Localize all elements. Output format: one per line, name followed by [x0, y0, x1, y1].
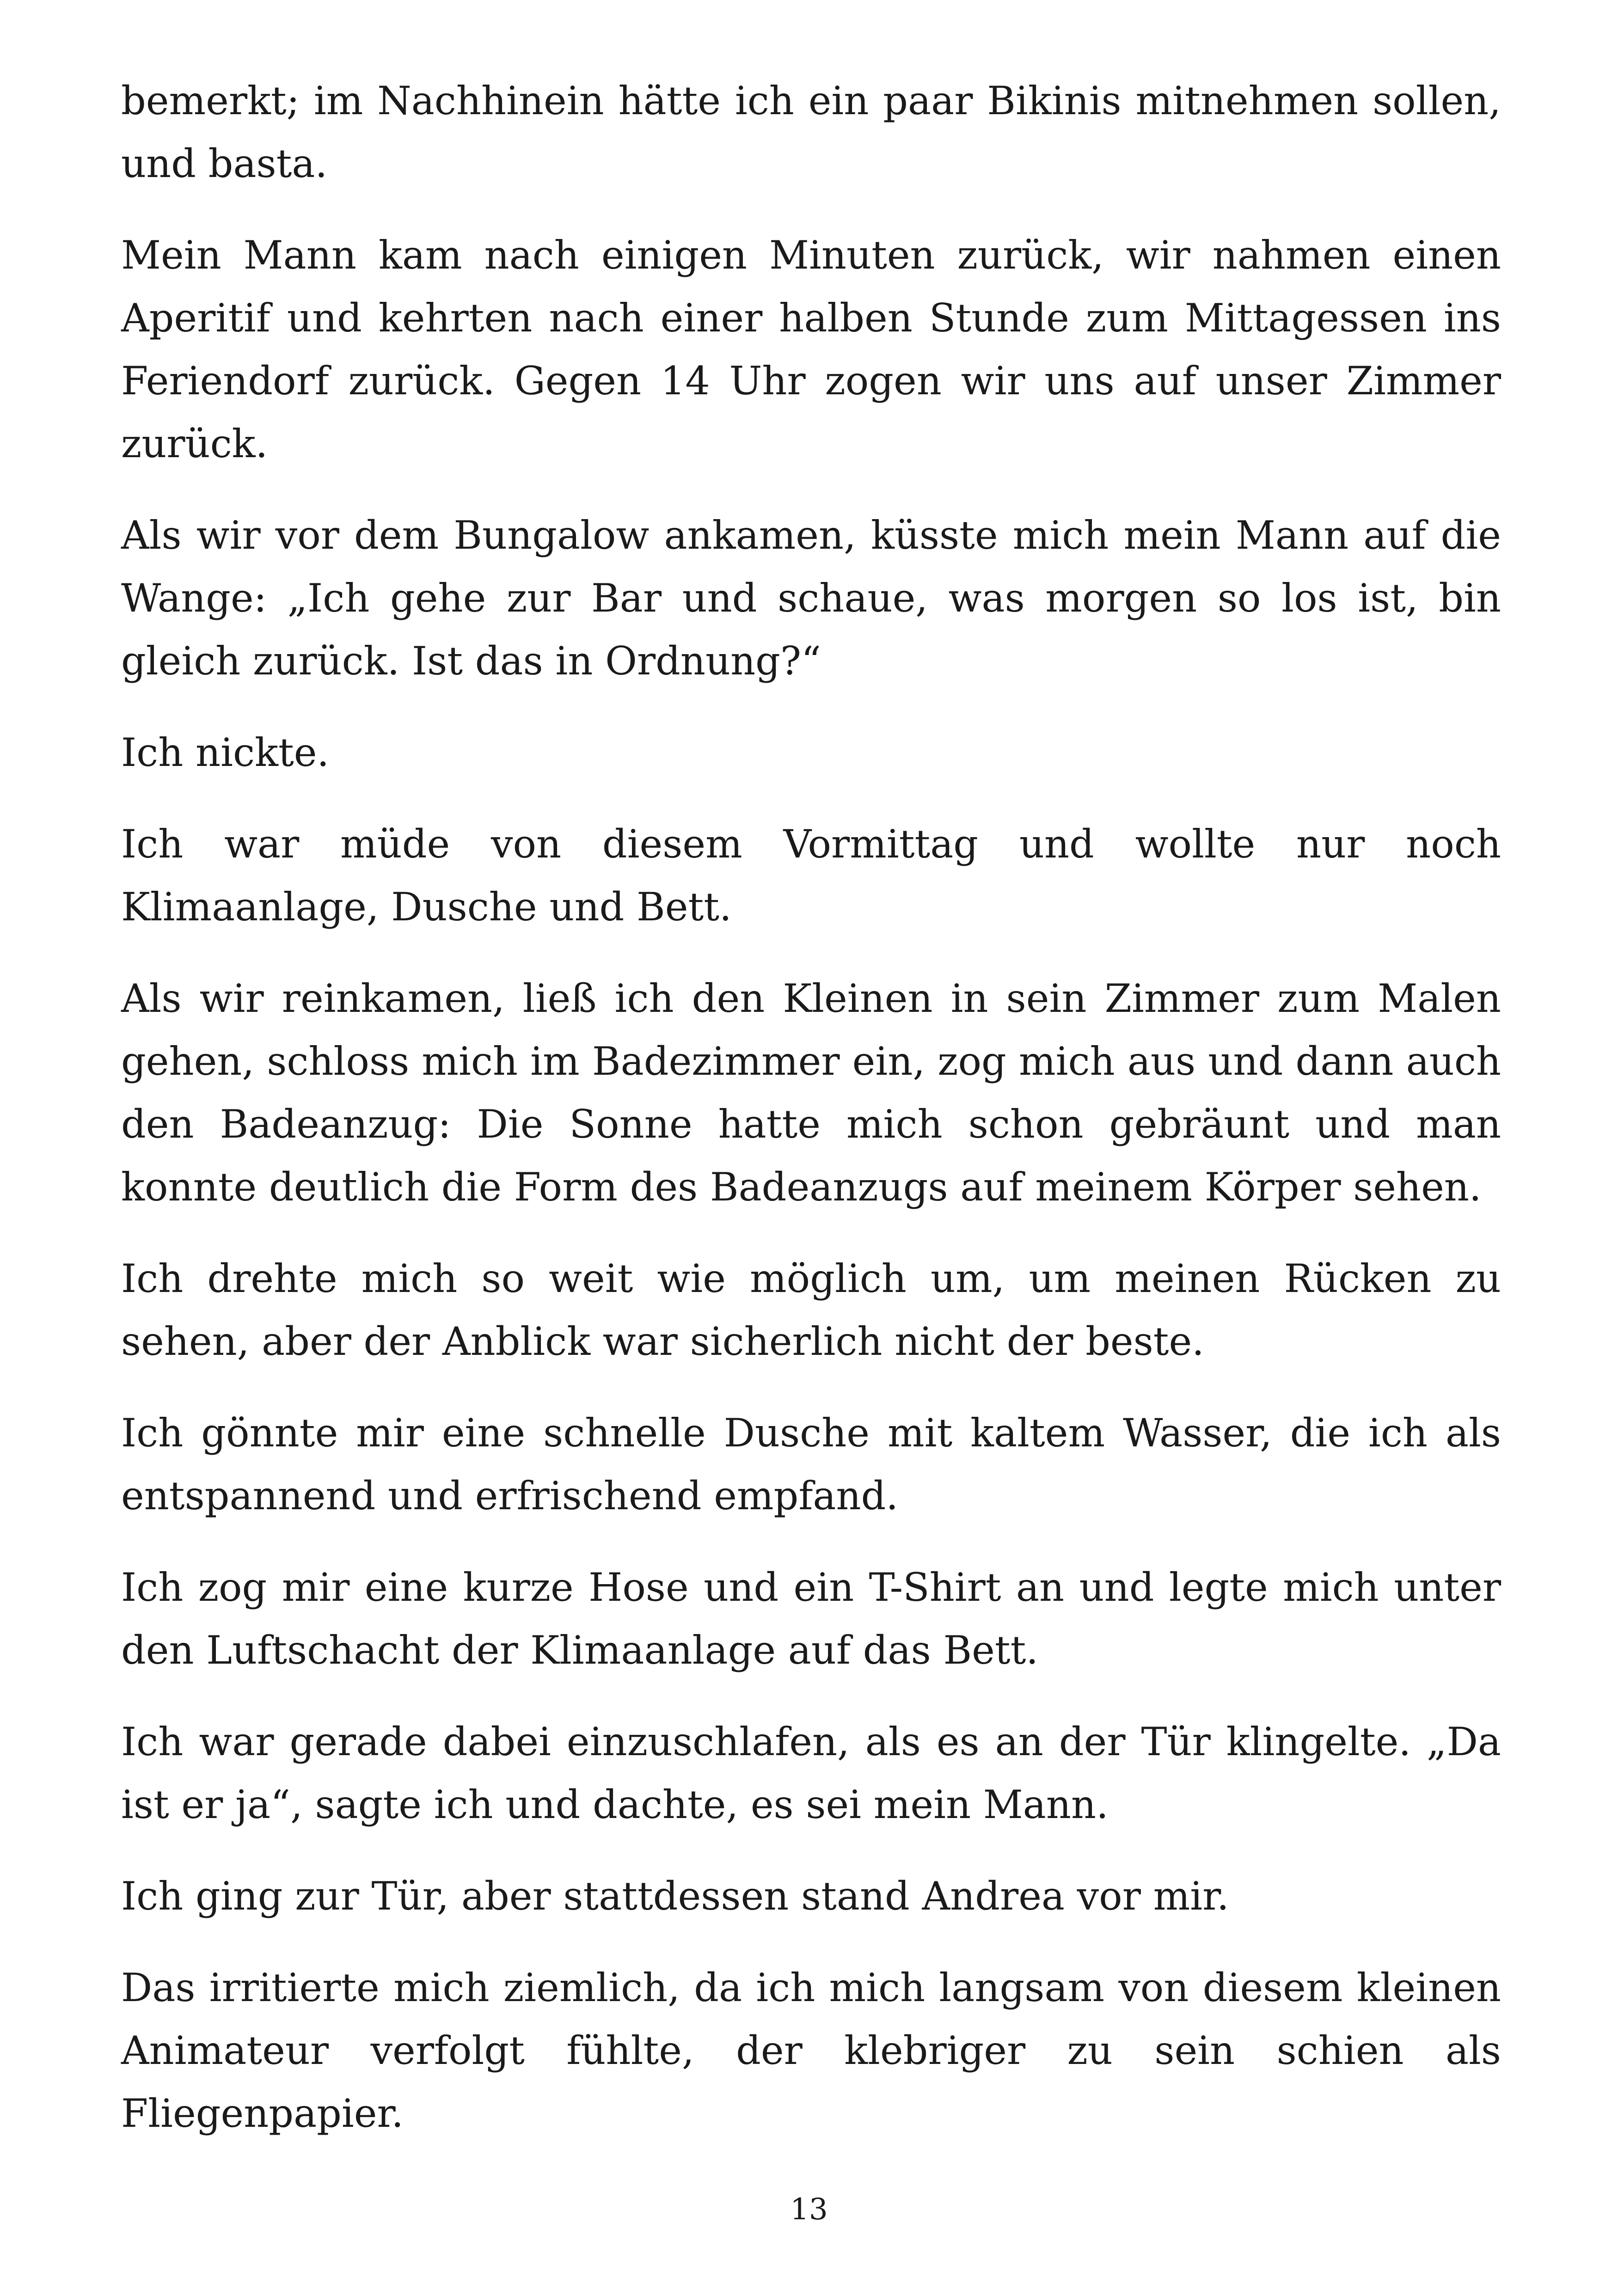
paragraph-8: Ich gönnte mir eine schnelle Dusche mit kaltem Wasser, die ich als entspannend und erfrischend empfand.	[121, 1410, 1501, 1518]
paragraph-5: Ich war müde von diesem Vormittag und wollte nur noch Klimaanlage, Dusche und Bett.	[121, 821, 1501, 930]
paragraph-9: Ich zog mir eine kurze Hose und ein T-Shirt an und legte mich unter den Luftschacht der Klimaanlage auf das Bett.	[121, 1565, 1501, 1673]
paragraph-7: Ich drehte mich so weit wie möglich um, um meinen Rücken zu sehen, aber der Anblick war sicherlich nicht der beste.	[121, 1256, 1501, 1364]
paragraph-1: bemerkt; im Nachhinein hätte ich ein paar Bikinis mitnehmen sollen, und basta.	[121, 78, 1501, 186]
body-text	[121, 69, 1501, 2174]
paragraph-12: Das irritierte mich ziemlich, da ich mich langsam von diesem kleinen Animateur verfolgt fühlte, der klebriger zu sein schien als Fliegenpapier.	[121, 1965, 1501, 2136]
paragraph-6: Als wir reinkamen, ließ ich den Kleinen in sein Zimmer zum Malen gehen, schloss mich im Badezimmer ein, zog mich aus und dann auch den Badeanzug: Die Sonne hatte mich schon gebräunt und man konnte deutlich die Form des Badeanzugs auf meinem Körper sehen.	[121, 976, 1501, 1210]
paragraph-10: Ich war gerade dabei einzuschlafen, als es an der Tür klingelte. „Da ist er ja“, sagte ich und dachte, es sei mein Mann.	[121, 1719, 1501, 1827]
page-number: 13	[790, 2192, 828, 2227]
paragraph-11: Ich ging zur Tür, aber stattdessen stand Andrea vor mir.	[121, 1874, 1229, 1919]
paragraph-4: Ich nickte.	[121, 730, 330, 775]
paragraph-3: Als wir vor dem Bungalow ankamen, küsste mich mein Mann auf die Wange: „Ich gehe zur Bar und schaue, was morgen so los ist, bin gleich zurück. Ist das in Ordnung?“	[121, 513, 1501, 684]
paragraph-2: Mein Mann kam nach einigen Minuten zurück, wir nahmen einen Aperitif und kehrten nach einer halben Stunde zum Mittagessen ins Feriendorf zurück. Gegen 14 Uhr zogen wir uns auf unser Zimmer zurück.	[121, 233, 1501, 466]
